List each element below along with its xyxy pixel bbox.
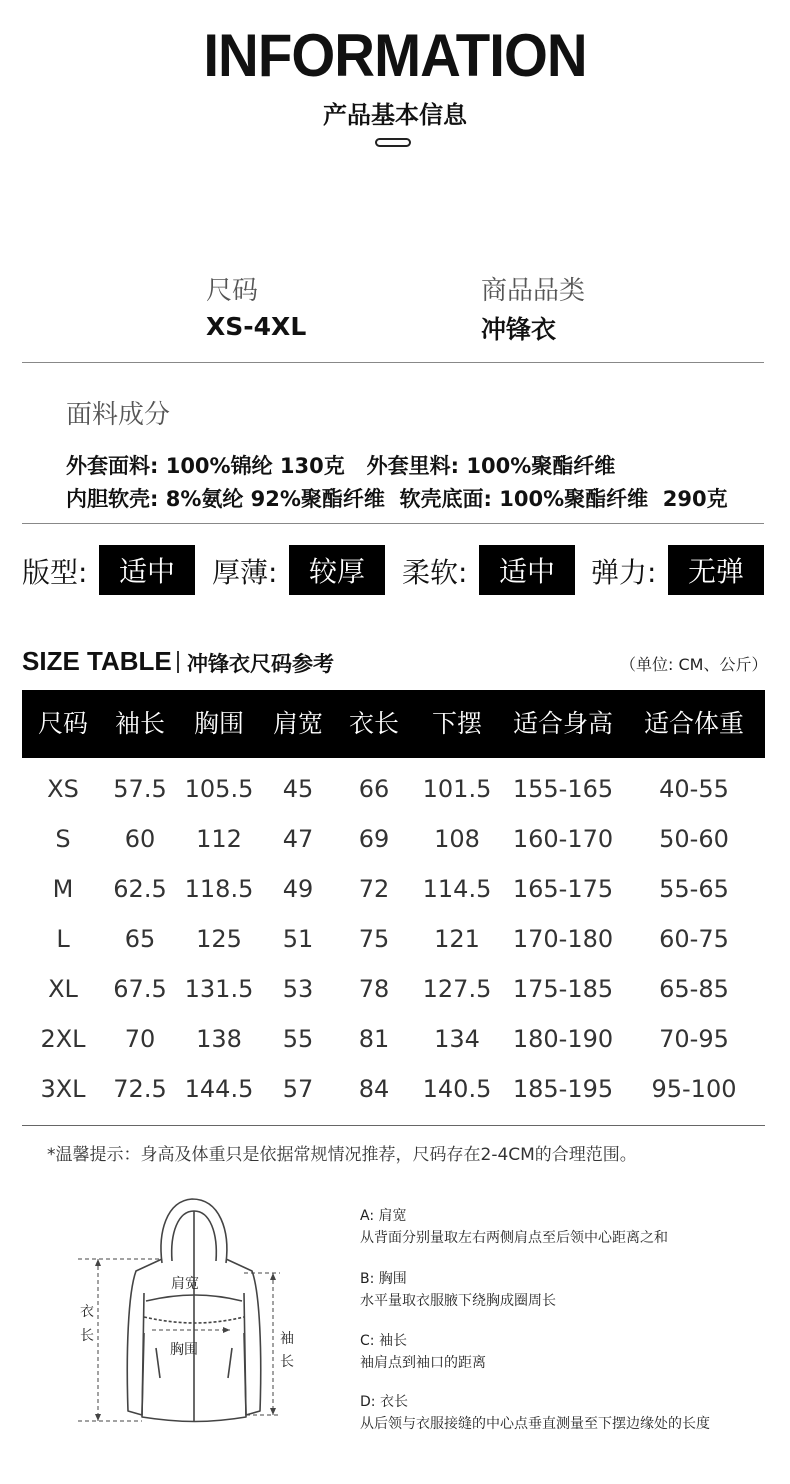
fabric-title: 面料成分 xyxy=(66,400,171,430)
attr-value-elasticity: 无弹 xyxy=(668,545,764,595)
table-cell: 78 xyxy=(358,975,390,1003)
table-cell: 40-55 xyxy=(659,775,729,803)
table-cell: 65-85 xyxy=(659,975,729,1003)
column-header-height: 适合身高 xyxy=(512,709,613,738)
table-cell: 65 xyxy=(124,925,156,953)
table-cell-size: 2XL xyxy=(40,1025,86,1053)
size-value: XS-4XL xyxy=(206,312,307,341)
table-cell: 70-95 xyxy=(659,1025,729,1053)
table-cell: 57.5 xyxy=(113,775,167,803)
table-cell: 131.5 xyxy=(184,975,254,1003)
page-title: INFORMATION xyxy=(203,22,587,89)
table-cell: 49 xyxy=(282,875,314,903)
attr-label-thickness: 厚薄: xyxy=(212,556,278,589)
diagram-label-sleeve-1: 袖 xyxy=(280,1331,294,1347)
diagram-label-sleeve-2: 长 xyxy=(280,1354,294,1370)
attr-value-thickness: 较厚 xyxy=(289,545,385,595)
measure-title-shoulder: A: 肩宽 xyxy=(360,1208,407,1224)
table-cell: 180-190 xyxy=(512,1025,614,1053)
table-cell: 60 xyxy=(124,825,156,853)
category-value: 冲锋衣 xyxy=(481,315,557,344)
column-header-shoulder: 肩宽 xyxy=(272,709,323,738)
table-cell: 81 xyxy=(358,1025,390,1053)
attr-value-softness: 适中 xyxy=(479,545,575,595)
table-cell: 60-75 xyxy=(659,925,729,953)
table-cell: 105.5 xyxy=(184,775,254,803)
table-cell: 160-170 xyxy=(512,825,614,853)
table-cell-size: 3XL xyxy=(40,1075,86,1103)
table-cell: 127.5 xyxy=(422,975,492,1003)
measure-title-length: D: 衣长 xyxy=(360,1394,408,1410)
measure-title-chest: B: 胸围 xyxy=(360,1271,407,1287)
table-cell: 72 xyxy=(358,875,390,903)
table-cell: 114.5 xyxy=(422,875,492,903)
measure-desc-sleeve: 袖肩点到袖口的距离 xyxy=(360,1355,486,1371)
table-cell: 140.5 xyxy=(422,1075,492,1103)
column-header-chest: 胸围 xyxy=(193,709,244,738)
table-cell: 170-180 xyxy=(512,925,614,953)
fabric-line-2: 内胆软壳: 8%氨纶 92%聚酯纤维 软壳底面: 100%聚酯纤维 290克 xyxy=(66,487,728,511)
table-cell: 118.5 xyxy=(184,875,254,903)
attr-label-fit: 版型: xyxy=(22,556,88,589)
table-cell-size: M xyxy=(52,875,74,903)
page-subtitle: 产品基本信息 xyxy=(323,101,467,129)
measure-desc-chest: 水平量取衣服腋下绕胸成圈周长 xyxy=(360,1293,556,1309)
diagram-label-length-2: 长 xyxy=(80,1328,94,1344)
column-header-length: 衣长 xyxy=(348,709,399,738)
column-header-weight: 适合体重 xyxy=(643,709,744,738)
table-cell: 50-60 xyxy=(659,825,729,853)
table-cell: 125 xyxy=(196,925,242,953)
fabric-line-1: 外套面料: 100%锦纶 130克 外套里料: 100%聚酯纤维 xyxy=(66,454,616,478)
table-cell: 53 xyxy=(282,975,314,1003)
category-label: 商品品类 xyxy=(481,276,586,306)
table-cell: 121 xyxy=(434,925,480,953)
table-cell: 67.5 xyxy=(113,975,167,1003)
table-cell-size: XL xyxy=(48,975,78,1003)
table-cell: 51 xyxy=(282,925,314,953)
unit-note: （单位: CM、公斤） xyxy=(620,655,768,674)
measure-desc-length: 从后领与衣服接缝的中心点垂直测量至下摆边缘处的长度 xyxy=(360,1416,710,1432)
attr-value-fit: 适中 xyxy=(99,545,195,595)
table-cell: 155-165 xyxy=(512,775,614,803)
table-cell: 112 xyxy=(196,825,242,853)
table-cell: 165-175 xyxy=(512,875,614,903)
measure-desc-shoulder: 从背面分别量取左右两侧肩点至后领中心距离之和 xyxy=(360,1230,668,1246)
table-cell: 55 xyxy=(282,1025,314,1053)
table-cell: 45 xyxy=(282,775,314,803)
table-cell: 134 xyxy=(434,1025,480,1053)
size-table-heading: SIZE TABLE xyxy=(22,646,172,676)
table-cell-size: S xyxy=(55,825,71,853)
diagram-label-chest: 胸围 xyxy=(170,1342,198,1358)
table-cell: 75 xyxy=(358,925,390,953)
measure-title-sleeve: C: 袖长 xyxy=(360,1333,407,1349)
table-cell: 66 xyxy=(358,775,390,803)
heading-divider xyxy=(177,651,179,673)
attr-label-softness: 柔软: xyxy=(402,556,468,589)
table-cell: 69 xyxy=(358,825,390,853)
diagram-label-length-1: 衣 xyxy=(80,1304,94,1320)
table-cell: 101.5 xyxy=(422,775,492,803)
table-cell: 185-195 xyxy=(512,1075,614,1103)
table-cell: 62.5 xyxy=(113,875,167,903)
table-cell: 72.5 xyxy=(113,1075,167,1103)
table-cell: 138 xyxy=(196,1025,242,1053)
size-note: *温馨提示：身高及体重只是依据常规情况推荐，尺码存在2-4CM的合理范围。 xyxy=(47,1145,637,1165)
table-cell: 144.5 xyxy=(184,1075,254,1103)
diagram-label-shoulder: 肩宽 xyxy=(171,1276,199,1292)
table-cell-size: XS xyxy=(47,775,79,803)
column-header-hem: 下摆 xyxy=(431,709,482,738)
column-header-size: 尺码 xyxy=(37,709,88,738)
size-label: 尺码 xyxy=(206,276,259,306)
jacket-outline-icon xyxy=(70,1193,320,1433)
table-cell: 84 xyxy=(358,1075,390,1103)
divider xyxy=(22,362,764,363)
table-cell: 47 xyxy=(282,825,314,853)
attr-label-elasticity: 弹力: xyxy=(591,556,657,589)
table-cell: 55-65 xyxy=(659,875,729,903)
table-cell-size: L xyxy=(56,925,70,953)
table-cell: 57 xyxy=(282,1075,314,1103)
divider xyxy=(22,523,764,524)
table-cell: 95-100 xyxy=(651,1075,737,1103)
table-bottom-border xyxy=(22,1125,765,1126)
size-table-subheading: 冲锋衣尺码参考 xyxy=(187,652,334,676)
table-cell: 108 xyxy=(434,825,480,853)
table-cell: 70 xyxy=(124,1025,156,1053)
column-header-sleeve: 袖长 xyxy=(114,709,165,738)
title-divider-pill xyxy=(375,138,411,147)
table-cell: 175-185 xyxy=(512,975,614,1003)
